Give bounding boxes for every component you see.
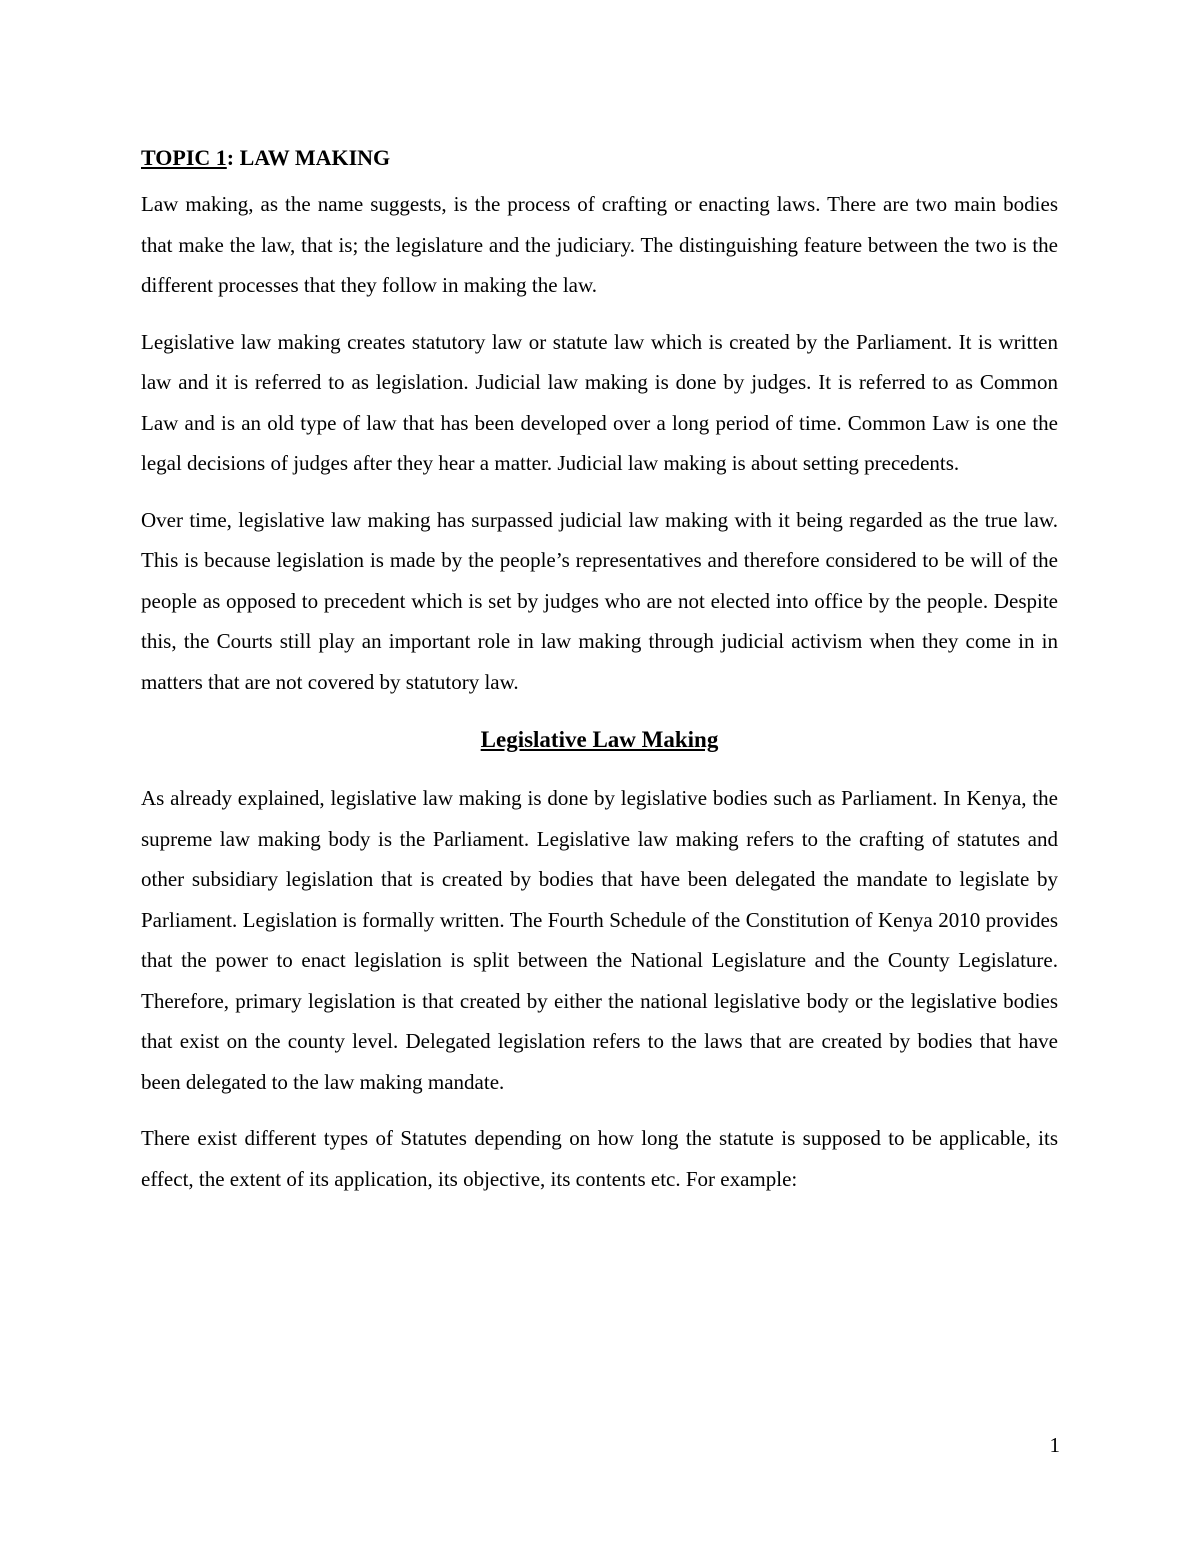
topic-heading	[141, 140, 1058, 176]
page-content	[141, 140, 1058, 1215]
section-paragraph-2: There exist different types of Statutes depending on how long the statute is supposed to be applicable, its effect, the extent of its application, its objective, its contents etc. For example:	[141, 1126, 1058, 1191]
section-heading: Legislative Law Making	[480, 727, 719, 752]
intro-paragraph-1: Law making, as the name suggests, is the process of crafting or enacting laws. There are two main bodies that make the law, that is; the legislature and the judiciary. The distinguishing feature between the two is the different processes that they follow in making the law.	[141, 192, 1058, 297]
topic-label: TOPIC 1	[141, 145, 227, 170]
intro-paragraph-3: Over time, legislative law making has surpassed judicial law making with it being regarded as the true law. This is because legislation is made by the people’s representatives and therefore considered to be will of the people as opposed to precedent which is set by judges who are not elected into office by the people. Despite this, the Courts still play an important role in law making through judicial activism when they come in in matters that are not covered by statutory law.	[141, 507, 1058, 694]
page-number: 1	[1049, 1433, 1060, 1457]
topic-title: LAW MAKING	[234, 145, 391, 170]
intro-paragraph-2: Legislative law making creates statutory law or statute law which is created by the Parliament. It is written law and it is referred to as legislation. Judicial law making is done by judges. It is referred to as Common Law and is an old type of law that has been developed over a long period of time. Common Law is one the legal decisions of judges after they hear a matter. Judicial law making is about setting precedents.	[141, 329, 1058, 475]
section-paragraph-1: As already explained, legislative law making is done by legislative bodies such as Parliament. In Kenya, the supreme law making body is the Parliament. Legislative law making refers to the crafting of statutes and other subsidiary legislation that is created by bodies that have been delegated the mandate to legislate by Parliament. Legislation is formally written. The Fourth Schedule of the Constitution of Kenya 2010 provides that the power to enact legislation is split between the National Legislature and the County Legislature. Therefore, primary legislation is that created by either the national legislative body or the legislative bodies that exist on the county level. Delegated legislation refers to the laws that are created by bodies that have been delegated to the law making mandate.	[141, 786, 1058, 1094]
topic-colon: :	[226, 145, 235, 170]
